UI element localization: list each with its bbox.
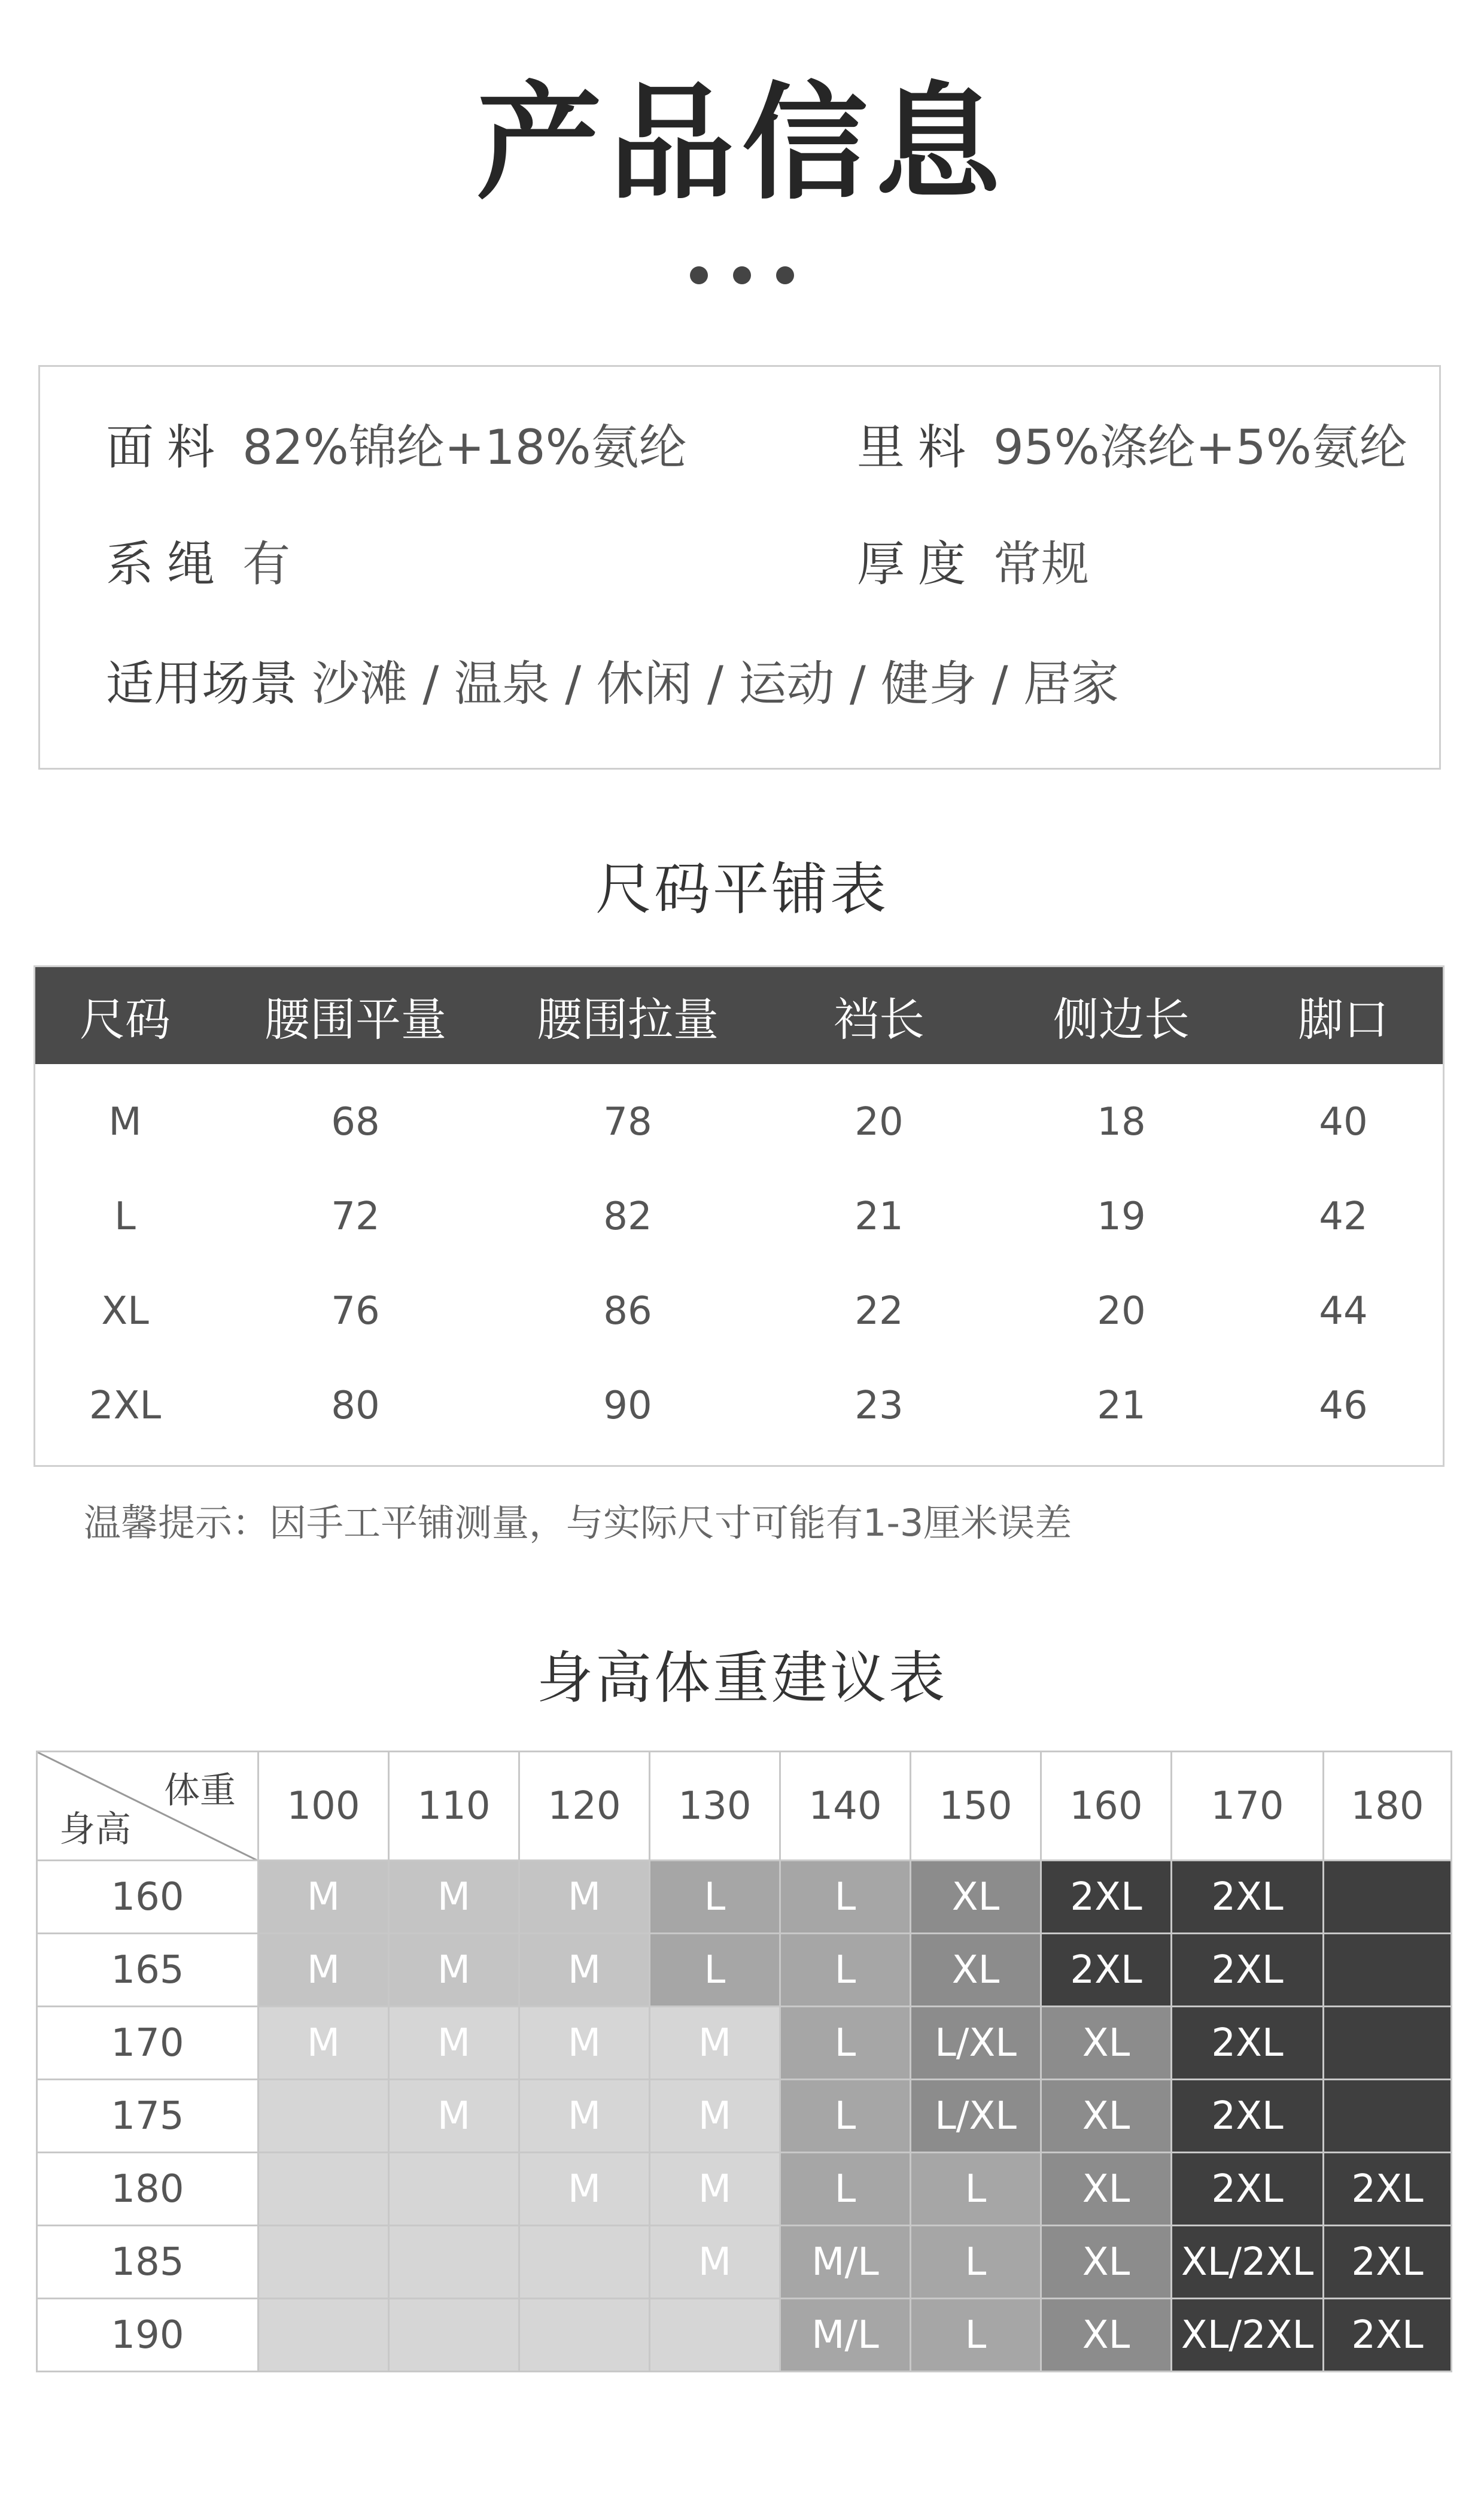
table-cell: 20 [854,1100,904,1144]
height-axis-label: 身高 [59,1809,131,1850]
table-cell: 40 [1319,1100,1368,1144]
table-cell: 86 [603,1289,652,1333]
dot-icon [733,266,751,284]
size-suggestion-cell [519,2226,650,2299]
weight-header: 100 [259,1752,389,1861]
size-suggestion-cell: M [519,2153,650,2226]
height-header: 180 [37,2153,259,2226]
scenes-row [106,648,1119,720]
size-suggestion-cell [389,2226,519,2299]
weight-header: 140 [780,1752,911,1861]
size-suggestion-cell: M [389,1934,519,2007]
size-suggestion-cell: 2XL [1324,2299,1452,2372]
size-suggestion-cell: M [389,1861,519,1934]
table-row [37,1861,1452,1934]
weight-header: 180 [1324,1752,1452,1861]
size-suggestion-cell: L [650,1934,780,2007]
size-suggestion-cell: L/XL [911,2007,1041,2080]
size-suggestion-cell: XL [911,1861,1041,1934]
fabric-row [106,412,687,484]
size-suggestion-cell: M [650,2080,780,2153]
drawstring-label: 系绳 [106,536,228,592]
column-header: 侧边长 [1053,992,1190,1046]
weight-header: 120 [519,1752,650,1861]
size-suggestion-cell: XL [1041,2226,1172,2299]
weight-header: 150 [911,1752,1041,1861]
table-row [37,1934,1452,2007]
height-header: 170 [37,2007,259,2080]
size-suggestion-cell: L [911,2299,1041,2372]
table-row [35,1359,1443,1453]
thickness-row [857,528,1089,600]
size-table-body [35,1064,1443,1465]
height-weight-table-title: 身高体重建议表 [536,1646,947,1711]
drawstring-value: 有 [242,536,290,592]
weight-axis-label: 体重 [164,1770,236,1812]
size-suggestion-cell: L [780,1861,911,1934]
size-suggestion-cell [650,2299,780,2372]
table-cell: 72 [331,1195,380,1239]
size-suggestion-cell: XL [1041,2007,1172,2080]
weight-header: 110 [389,1752,519,1861]
table-cell: 68 [331,1100,380,1144]
height-weight-table [36,1751,1452,2372]
size-suggestion-cell: M [389,2007,519,2080]
dot-icon [690,266,708,284]
size-suggestion-cell: L [780,2153,911,2226]
table-row [37,2080,1452,2153]
size-suggestion-cell [1324,1934,1452,2007]
size-table-title: 尺码平铺表 [595,857,889,922]
table-cell: XL [101,1289,149,1333]
corner-cell [37,1752,259,1861]
size-suggestion-cell: 2XL [1172,1861,1324,1934]
size-suggestion-cell: M [259,1934,389,2007]
size-suggestion-cell: M [259,2007,389,2080]
size-suggestion-cell [1324,2007,1452,2080]
page-title: 产品信息 [476,70,1008,217]
size-suggestion-cell: L [780,2007,911,2080]
column-header: 腰围平量 [264,992,446,1046]
size-suggestion-cell: XL/2XL [1172,2299,1324,2372]
size-suggestion-cell [1324,1861,1452,1934]
size-suggestion-cell: M/L [780,2226,911,2299]
lining-value: 95%涤纶+5%氨纶 [993,420,1407,475]
table-cell: 44 [1319,1289,1368,1333]
weight-header-row [37,1752,1452,1861]
scenes-value: 沙滩 / 温泉 / 休闲 / 运动 / 健身 / 居家 [312,656,1120,712]
size-suggestion-cell [259,2080,389,2153]
thickness-label: 厚度 [857,536,979,592]
size-suggestion-cell [389,2153,519,2226]
size-suggestion-cell: L [650,1861,780,1934]
size-suggestion-cell: M [519,2007,650,2080]
height-header: 175 [37,2080,259,2153]
table-cell: 18 [1097,1100,1146,1144]
size-table-header [35,967,1443,1064]
table-row [37,2153,1452,2226]
table-cell: 90 [603,1384,652,1428]
size-suggestion-cell [389,2299,519,2372]
lining-row [857,412,1407,484]
column-header: 脚口 [1298,992,1389,1046]
table-cell: 42 [1319,1195,1368,1239]
size-suggestion-cell: M [650,2153,780,2226]
height-header: 190 [37,2299,259,2372]
table-row [37,2299,1452,2372]
size-suggestion-cell: 2XL [1041,1861,1172,1934]
table-row [35,1169,1443,1264]
height-header: 160 [37,1861,259,1934]
size-suggestion-cell: L/XL [911,2080,1041,2153]
size-suggestion-cell: M [519,1934,650,2007]
size-suggestion-cell: 2XL [1172,2080,1324,2153]
thickness-value: 常规 [993,536,1089,592]
size-suggestion-cell [519,2299,650,2372]
drawstring-row [106,528,290,600]
size-suggestion-cell: 2XL [1324,2153,1452,2226]
weight-header: 170 [1172,1752,1324,1861]
size-suggestion-cell: M [519,2080,650,2153]
size-suggestion-cell: 2XL [1041,1934,1172,2007]
table-row [37,2007,1452,2080]
size-suggestion-cell [259,2226,389,2299]
measurement-tip: 温馨提示：因手工平铺测量，与实际尺寸可能有1-3厘米误差 [84,1501,1072,1545]
size-suggestion-cell: L [911,2153,1041,2226]
fabric-value: 82%锦纶+18%氨纶 [242,420,687,475]
size-suggestion-cell: XL [1041,2299,1172,2372]
table-row [37,2226,1452,2299]
table-row [35,1075,1443,1169]
table-cell: 19 [1097,1195,1146,1239]
height-header: 165 [37,1934,259,2007]
size-suggestion-cell [1324,2080,1452,2153]
dot-icon [776,266,794,284]
table-cell: L [114,1195,136,1239]
size-table [34,965,1445,1467]
table-cell: 20 [1097,1289,1146,1333]
size-suggestion-cell: M [389,2080,519,2153]
size-suggestion-cell [259,2153,389,2226]
table-cell: 78 [603,1100,652,1144]
size-suggestion-cell: 2XL [1172,2007,1324,2080]
size-suggestion-cell: XL [1041,2153,1172,2226]
fabric-label: 面料 [106,420,228,475]
size-suggestion-cell: L [911,2226,1041,2299]
size-suggestion-cell: XL/2XL [1172,2226,1324,2299]
size-suggestion-cell: M [519,1861,650,1934]
column-header: 尺码 [80,992,171,1046]
size-suggestion-cell: L [780,2080,911,2153]
lining-label: 里料 [857,420,979,475]
table-cell: 22 [854,1289,904,1333]
column-header: 裆长 [834,992,925,1046]
table-cell: 76 [331,1289,380,1333]
size-suggestion-cell: M [259,1861,389,1934]
size-suggestion-cell: XL [1041,2080,1172,2153]
weight-header: 130 [650,1752,780,1861]
size-suggestion-cell: L [780,1934,911,2007]
size-suggestion-cell: 2XL [1324,2226,1452,2299]
table-cell: 82 [603,1195,652,1239]
size-suggestion-cell: M [650,2226,780,2299]
decorative-dots [0,266,1484,290]
size-suggestion-cell: 2XL [1172,2153,1324,2226]
size-suggestion-cell: 2XL [1172,1934,1324,2007]
size-suggestion-cell: M [650,2007,780,2080]
scenes-label: 适用场景 [106,656,297,712]
height-header: 185 [37,2226,259,2299]
table-cell: 80 [331,1384,380,1428]
size-suggestion-cell [259,2299,389,2372]
table-cell: 21 [854,1195,904,1239]
size-suggestion-cell: M/L [780,2299,911,2372]
table-cell: 23 [854,1384,904,1428]
product-info-box [38,365,1441,770]
table-cell: 2XL [89,1384,162,1428]
table-cell: M [108,1100,142,1144]
table-cell: 46 [1319,1384,1368,1428]
weight-header: 160 [1041,1752,1172,1861]
table-cell: 21 [1097,1384,1146,1428]
size-suggestion-cell: XL [911,1934,1041,2007]
table-row [35,1264,1443,1359]
column-header: 腰围拉量 [537,992,719,1046]
